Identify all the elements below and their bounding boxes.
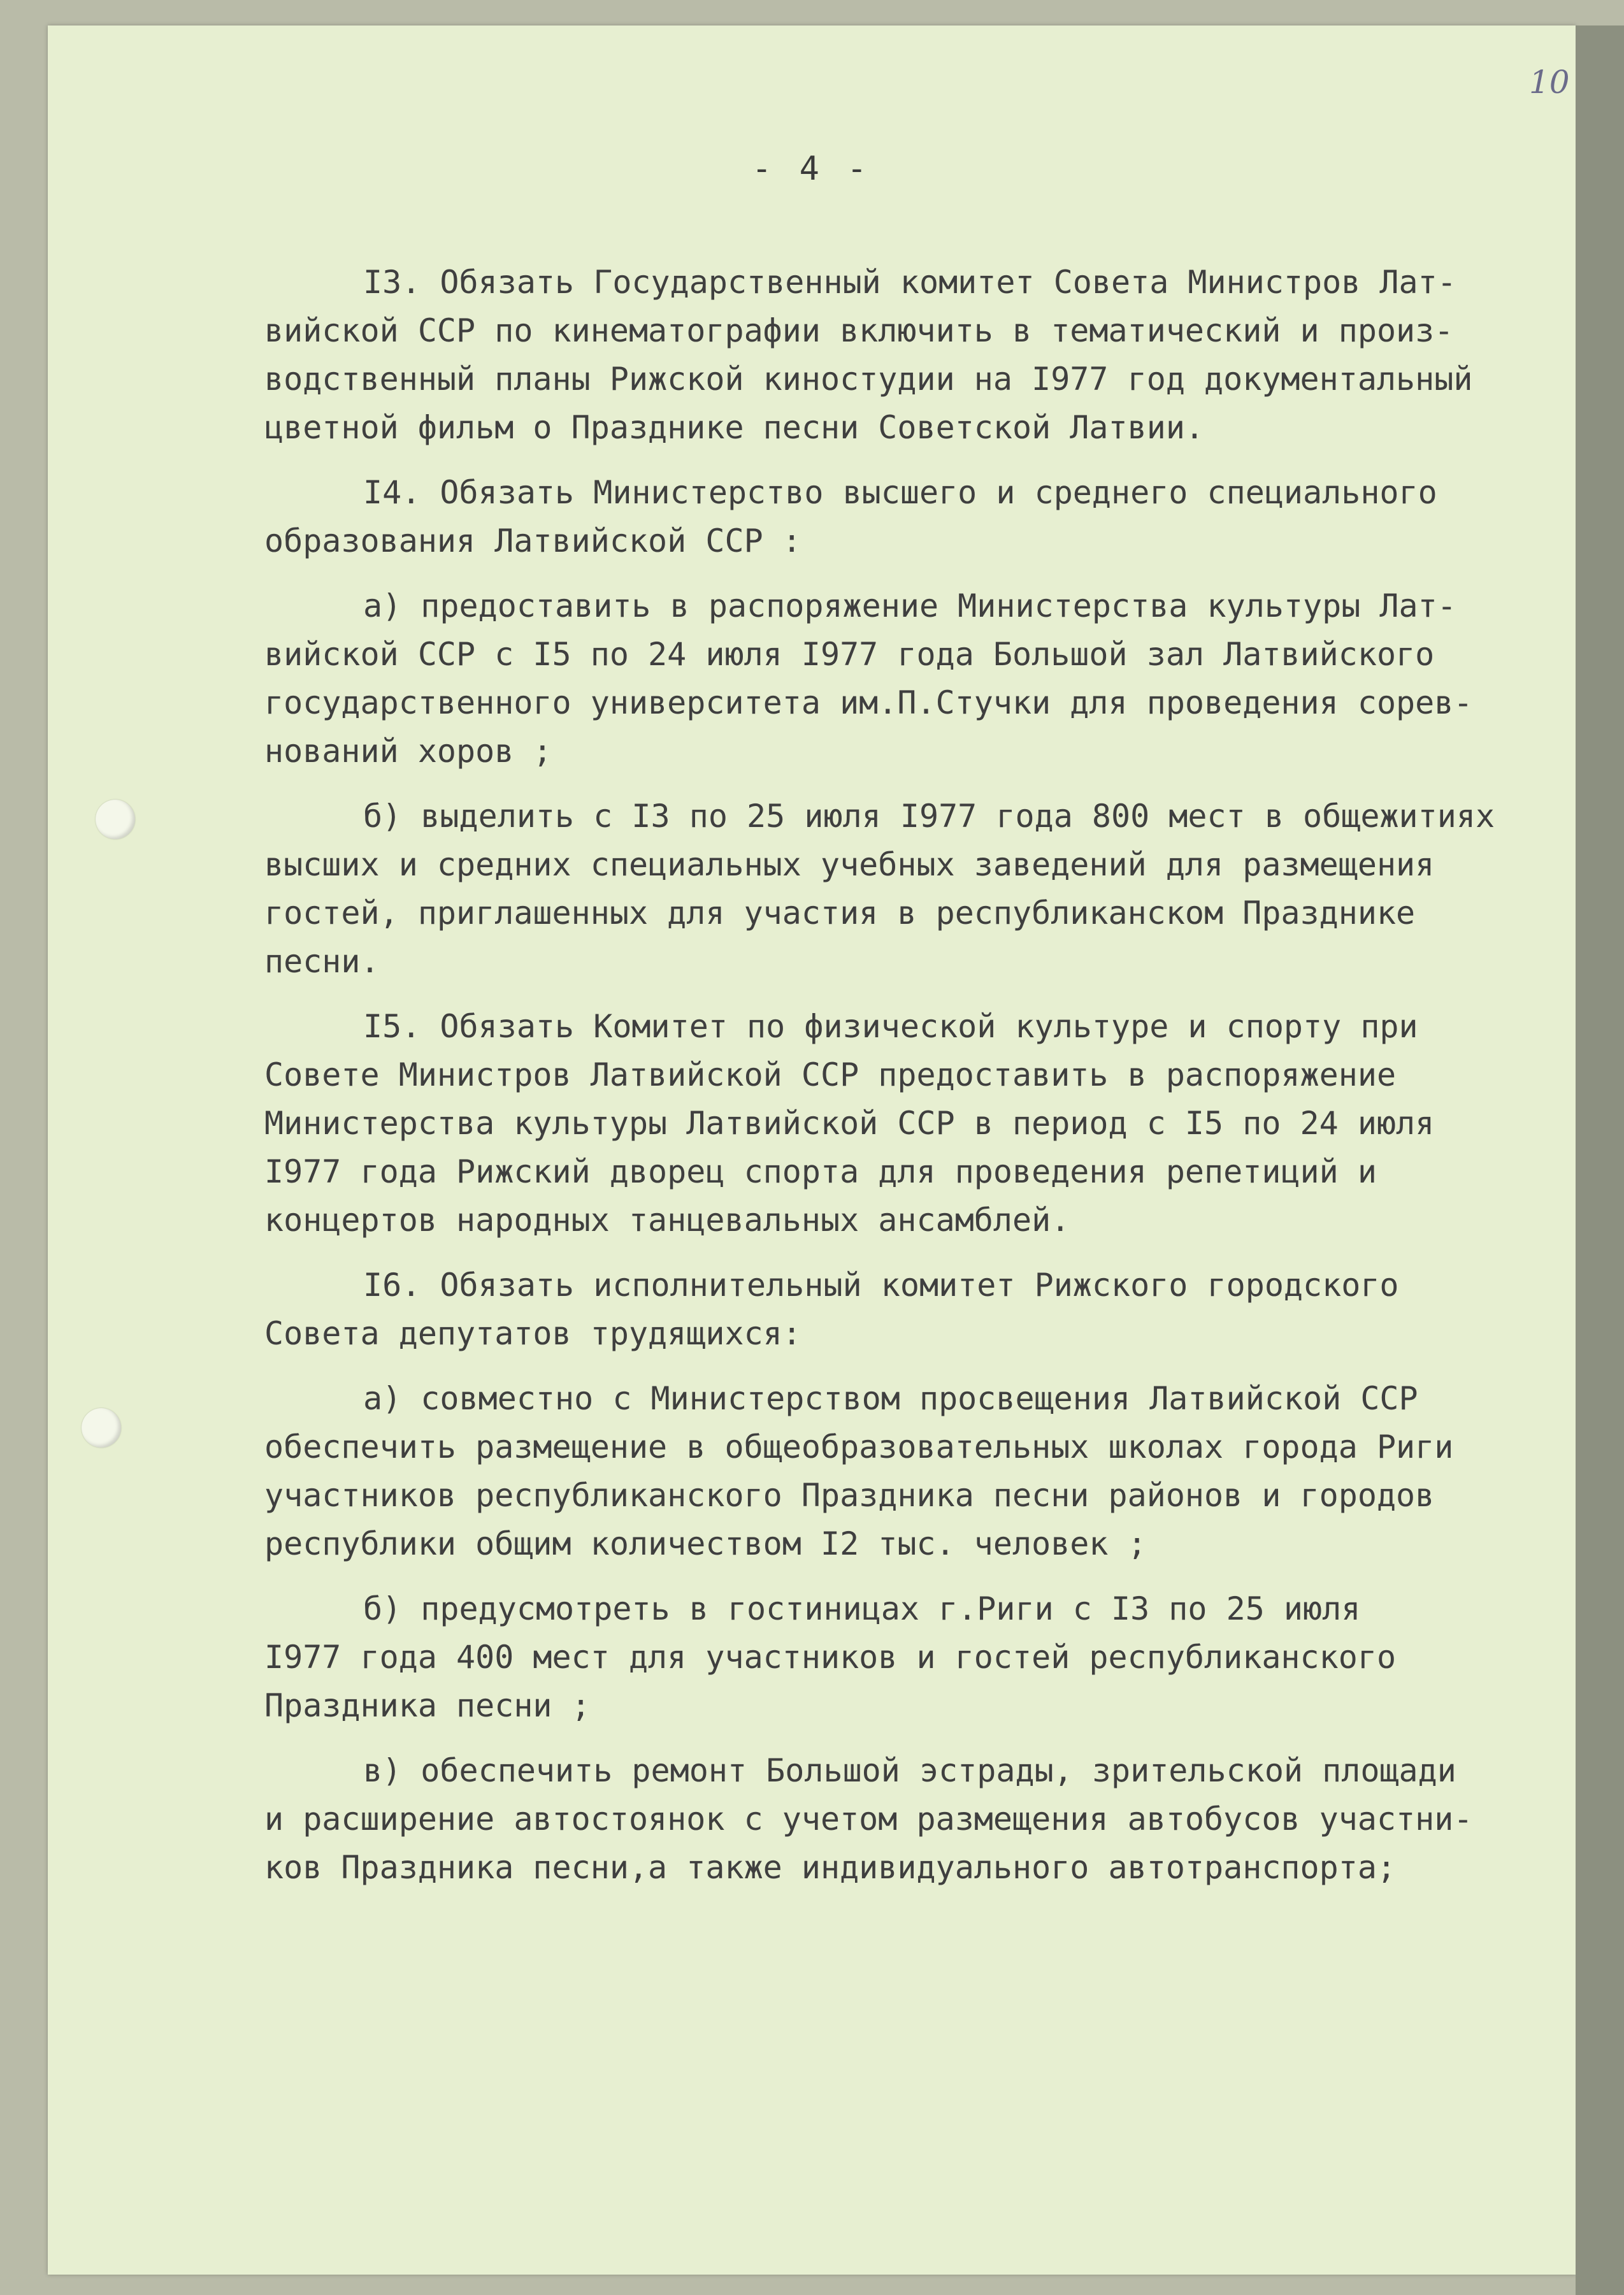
paragraph-13: I3. Обязать Государственный комитет Совета Министров Лат- вийской ССР по кинематографии включить в тематический и произ- водственный планы Рижской киностудии на I977 год документальный цветной фильм о Празднике песни Советской Латвии. — [264, 264, 1473, 446]
paragraph-14-a: а) предоставить в распоряжение Министерства культуры Лат- вийской ССР с I5 по 24 июля I977 года Большой зал Латвийского государственного университета им.П.Стучки для проведения сорев- нований хоров ; — [264, 587, 1473, 770]
paragraph-16-c: в) обеспечить ремонт Большой эстрады, зрительской площади и расширение автостоянок с учетом размещения автобусов участни- ков Праздника песни,а также индивидуального автотранспорта; — [264, 1752, 1473, 1886]
paragraph-16-a: а) совместно с Министерством просвещения Латвийской ССР обеспечить размещение в общеобразовательных школах города Риги участников республиканского Праздника песни районов и городов республики общим количеством I2 тыс. человек ; — [264, 1380, 1454, 1562]
paragraph-14-b: б) выделить с I3 по 25 июля I977 года 800 мест в общежитиях высших и средних специальных учебных заведений для размещения гостей, приглашенных для участия в республиканском Празднике песни. — [264, 798, 1495, 980]
scan-background-edge — [1576, 25, 1624, 2295]
document-body — [264, 258, 1558, 1908]
page-number: - 4 - — [752, 150, 871, 188]
paragraph-16: I6. Обязать исполнительный комитет Рижского городского Совета депутатов трудящихся: — [264, 1267, 1399, 1352]
punch-hole-lower — [82, 1408, 121, 1448]
archive-page-number: 10 — [1529, 64, 1570, 101]
paragraph-14: I4. Обязать Министерство высшего и среднего специального образования Латвийской ССР : — [264, 474, 1437, 559]
paragraph-15: I5. Обязать Комитет по физической культуре и спорту при Совете Министров Латвийской ССР предоставить в распоряжение Министерства культуры Латвийской ССР в период с I5 по 24 июля I977 года Рижский дворец спорта для проведения репетиций и концертов народных танцевальных ансамблей. — [264, 1008, 1435, 1239]
punch-hole-upper — [96, 800, 135, 839]
paragraph-16-b: б) предусмотреть в гостиницах г.Риги с I3 по 25 июля I977 года 400 мест для участников и гостей республиканского Праздника песни ; — [264, 1590, 1397, 1724]
